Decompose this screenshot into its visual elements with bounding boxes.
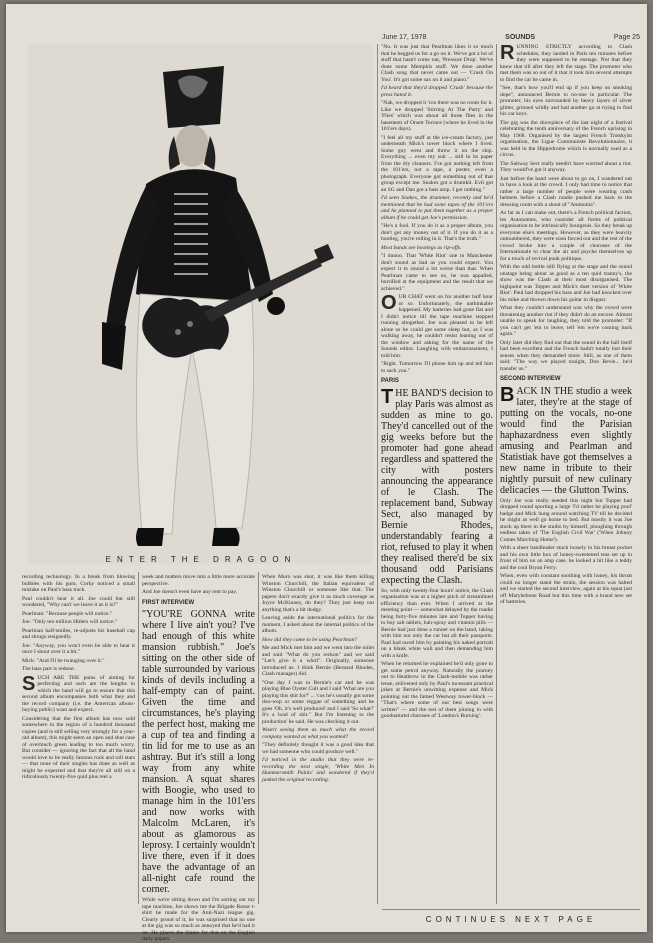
paragraph: Paul couldn't hear it all. Joe could but still wondered, "Why can't we leave it as it is?"	[22, 595, 135, 608]
question: Most bands see bootlegs as rip-offs.	[381, 244, 462, 251]
column-rule	[138, 572, 139, 904]
question: I'd heard that they'd dropped 'Crush' because the press hated it.	[381, 85, 493, 98]
article-column-2	[142, 574, 255, 942]
musician-figure	[28, 44, 373, 564]
paragraph: The gig was the showpiece of the last night of a festival celebrating the tenth anniversary of the French uprising in May 1968. Organised by the largest French Trotskyist organisation, the Ligue Communiste Revolutionnaire, it was held in the Hippodrome which is normally used as a circus.	[500, 119, 632, 158]
paragraph: While we're sitting down and I'm sorting out my tape machine, Joe shows me the Brigade Rosse t-shirt he made for the Anti-Nazi league gig. Clearly proud of it, he was surprised that no one at the gig was so much as annoyed that he'd had it on. He places the blame for that on the English daily papers.	[142, 897, 255, 942]
paragraph: recording technology. In a break from blowing bubbles with his gum, Corky noticed a small mistake on Paul's bass track.	[22, 574, 135, 593]
subhead-second-interview: SECOND INTERVIEW	[500, 376, 561, 382]
masthead-publication: SOUNDS	[505, 34, 536, 41]
paragraph: With a sheer bandleader stuck loosely in his breast pocket and his own little box of honey-sweetened teas set up in front of him on an amp case, he looked a bit like a teddy and the cool Bryan Ferry.	[500, 545, 632, 571]
column-rule	[377, 44, 378, 904]
question: I'd seen Snakes, the drummer, recently and he'd mentioned that he had some tapes of the 101'ers and he planned to put them together as a proper album if he could get Joe's permission.	[381, 195, 493, 221]
dropcap: B	[500, 383, 515, 406]
paragraph: So, with only twenty-four hours' notice, the Clash organisation was at a higher pitch of streamlined efficiency than ever. When I arrived at the meeting point — somewhat delayed by the roadie being forty-five minutes late and Topper having to buy salt tablets, hair-spray and vitamin pills — Bernie had just done a runner on the band, taking with him not only the car but all their passports. Paul had raced him by painting his naked portrait on a blank white wall and then demanding him with a knife.	[381, 587, 493, 659]
paragraph: Only Joe was really needed this night but Topper had dropped round sporting a large 'I'd rather be playing pool' badge and Mick hung around watching TV till he decided he might as well go home to bed. But mostly it was Joe stuck up there in the studio by himself, ploughing through endless takes of 'The English Civil War' ('When Johnny Comes Marching Home').	[500, 497, 632, 543]
dropcap-text: UCH ARE THE pains of aiming for perfecting and such are the lengths to which the band will go to ensure that this second album encompasses both what they and the record company (i.e. the American album-buying public) want and expect.	[22, 674, 135, 713]
paragraph: What they couldn't understand was why the crowd were threatening another riot if they didn't do an encore. Almost unable to speak for laughing, they told the promoter: "If you can't get 'em to leave, tell 'em we're coming back again."	[500, 305, 632, 337]
subhead-paris: PARIS	[381, 378, 399, 384]
dropcap-paragraph	[500, 44, 632, 83]
article-column-1	[22, 574, 135, 908]
paragraph: Considering that the first album has now sold somewhere in the region of a hundred thousand copies (and is still selling very strongly for a year-old album), this might seem an open and shut case of overmuch green leading to too much worry. But consider — ignoring the fact that all the band would love to be really famous rock and roll stars — that none of their singles has done as well as might be expected and that they're all still on a ridiculously twenty-five quid plus reel a	[22, 715, 135, 780]
question: I'd noticed in the studio that they were re-recording the next single, 'White Men In Hammersmith Palais' and wondered if they'd junked the original recording.	[262, 757, 374, 783]
dropcap-paragraph	[22, 672, 135, 714]
paragraph: As far as I can make out, there's a French political faction, les Autonomes, who consider all forms of political organisation to be intrinsically bourgeois. So they break up everyone else's meetings. However, as they were heavily outnumbered, they were soon forced out and the rest of the crowd broke into a couple of choruses of the Internationale to clear the air and psyche themselves up for a touch of revival punk politique.	[500, 210, 633, 262]
paragraph: "I dunno. That 'White Riot' one in Manchester don't sound as bad as you could expect. You expect it to sound a lot worse than that. When Pearlman came to see us, he was appalled, horrified at the equipment and the result that we achieved."	[381, 253, 493, 292]
paragraph: "They definitely thought it was a good idea that we had someone who could produce well."	[262, 742, 374, 755]
paragraph: "Nah, we dropped it 'cos there was no room for it. Like we dropped 'Stirring At The Party' and 'Flies' which was about all those flies in the basement of Orsett Terrace (where he lived in the 101'ers days).	[381, 100, 493, 132]
dropcap-text: UNNING STRICTLY according to Clash schedules, they landed in Paris ten minutes before they were supposed to be onstage. Not that they knew that till after they left the stage. The promoter who met them was so out of it that it took him several attempts to find the car he came in.	[500, 44, 632, 83]
paragraph: When Moro was shot, it was like them killing Winston Churchill, the Italian equivalent of Winston Churchill or someone like that. The papers don't exactly give it as much coverage as Joyce McKinney, do they? They just keep out anything that's a bit dodgy.	[262, 574, 374, 613]
paragraph: Joe: "Anyway, you won't even be able to hear it once I shout over it a bit."	[22, 642, 135, 655]
dropcap-paragraph	[381, 294, 493, 359]
paragraph: "Right. Tomorrow I'll phone him up and tell him to sack you."	[381, 361, 493, 374]
lede-paragraph: "YOU'RE GONNA write where I live ain't you? I've had enough of this white mansion rubbish." Joe's sitting on the other side of table surrounded by various kinds of devils including a half-empty can of paint. Given the time and circumstances, he's playing the perfect host, making me a cup of tea and finding a tin lid for me to use as an ashtray. But it's still a long way from any white mansion. A squat shares with Boogie, who used to manage him in the 101'ers and now works with Malcolm McLaren, it's about as glamorous as leprosy. I certainly wouldn't live there, even if it does have the advantage of an all-night cafe round the corner.	[142, 609, 255, 895]
question: Wasn't seeing them as much what the record company wanted as what you wanted?	[262, 727, 374, 740]
column-rule	[496, 44, 497, 904]
paragraph: Just before the band were about to go on, I wandered out to have a look at the crowd. I only had time to notice that rather a large number of people were wearing crash helmets before a Clash roadie pushed me back to the dressing room with a shout of "Ammonia".	[500, 175, 632, 208]
masthead	[382, 34, 640, 41]
paragraph: Only later did they find out that the sound in the hall itself had been excellent and the French hadn't totally lost their senses when they demanded more. Still, as one of them said: "The way we played tonight, Don Revie... he'd transfer us."	[500, 339, 632, 372]
paragraph: When, even with constant soothing with honey, his throat could no longer stand the strain, the session was halted and we started the second interview, again at his squat just off Maryhebone Road but this time with a brand new set of batteries.	[500, 573, 632, 605]
paragraph: Joe: "Only ten million Hitlers will notice."	[22, 619, 118, 625]
paragraph: When he returned he explained he'd only gone to get some petrol anyway. Naturally the journey out to Heathrow in the Clash-mobile was rather tense, enlivened only by Paul's incessant practical jokes at Bernie's unwitting expense and Mick pointing out the famed Westway tower-block — "That's where some of our best songs were written" — and the rest of them joining in with goodnatured choruses of 'London's Burning'.	[381, 661, 493, 719]
lede-text: HE BAND'S decision to play Paris was almost as sudden as mine to go. They'd cancelled out of the gig weeks before but the promoter had gone ahead regardless and spattered the city with posters announcing the appearance of le Clash. The replacement band, Subway Sect, also managed by Bernie Rhodes, understandably fearing a riot, refused to play it when they realised there'd be six thousand odd Parisians expecting the Clash.	[381, 387, 493, 586]
paragraph: The Subway Sect really needn't have worried about a riot. They would've got it anyway.	[500, 160, 632, 173]
paragraph: The bass part is redone.	[22, 666, 75, 672]
lede-text: ACK IN THE studio a week later, they're at the stage of putting on the vocals, no-one would find the Parisian haphazardness even slightly amusing and Pearlman and Statistiak have got themselves a new name in tribute to their nightly pursuit of new culinary delicacies — the Glutton Twins.	[500, 385, 632, 496]
article-column-5	[500, 44, 632, 910]
paragraph: Pearlman: "Because people will notice."	[22, 610, 113, 617]
paragraph: Leaving aside the international politics for the moment, I asked about the internal politics of the album.	[262, 615, 374, 634]
photo-credit: ENTER THE DRAGOON	[105, 555, 297, 564]
paragraph: week and matters move into a little more accurate perspective.	[142, 574, 255, 587]
article-column-4	[381, 44, 493, 910]
dropcap: O	[381, 292, 397, 314]
lede-paragraph	[381, 385, 493, 586]
paragraph: "I feel all my stuff at the ice-cream factory, just underneath Mick's tower block where I lived. Some guy went and threw it on the skip. Everything ... even my suit ... still in its paper from the dry cleaners. I've got nothing left from the 101'ers, not a tape, a poster, even a photograph. Everyone got something out of that group except me. Snakes got a drumkit. Evil got an SG and Dan got a bass amp. I got nothing."	[381, 134, 493, 193]
paragraph: Pearlman half-smiles, re-adjusts his baseball cap and shrugs resignedly.	[22, 627, 135, 640]
dropcap-text: UR CHAT went on for another half hour or so. Unfortunately, the unthinkable happened. My batteries had gone flat and I didn't notice till the tape machine stopped running altogether. Joe was pleased to be left alone so he could get some sleep but, as I was walking away, he couldn't resist leaning out of the window and asking for the name of the Sounds editor. Laughing with embarrassment, I told him.	[381, 294, 493, 359]
paragraph: "He's a fool. If you do it as a proper album, you don't get any money out of it. If you do it as a bootleg, you're rolling in it. That's the truth."	[381, 223, 493, 242]
lede-paragraph	[500, 383, 632, 496]
subhead-first-interview: FIRST INTERVIEW	[142, 599, 195, 606]
dropcap: R	[500, 42, 515, 64]
photo	[28, 44, 373, 564]
masthead-date: June 17, 1978	[382, 34, 427, 41]
paragraph: Mick: "And I'll be twanging over it."	[22, 657, 105, 664]
paragraph: And Joe doesn't even have any rent to pay.	[142, 589, 238, 595]
paragraph: "See, that's how you'll end up if you keep on smoking dope", announced Bernie to no-one in particular. The promoter, his eyes surrounded by heavy layers of silver glitter, grinned wildly and had another go at trying to find his car keys.	[500, 85, 632, 117]
paragraph: "One day I was in Bernie's car and he was playing Blue Oyster Cult and I said 'What are you playing this shit for?' ... 'cos he's usually got some doo-wop or some reggae of something and he goes 'Oh, it's well produced' and I said 'So what?' It's a load of shit." But I'm listening to the production' he said. He was checking it out.	[262, 679, 374, 725]
paragraph: Me and Mick met him and we went into the toilet and said "What do you reckon" and we said "Let's give it a whirl". Originally, someone introduced us. I think Bernie (Bernard Rhodes, Clash manager) did.	[262, 645, 374, 677]
question: How did they come to be using Pearlman?	[262, 636, 358, 643]
column-rule	[258, 572, 259, 904]
paragraph: With the odd bottle still flying at the stage and the sound onstage being about as good as a ten quid tranny's, the show was the Clash at their most disorganised. The highpoint was Topper and Mick's duet version of 'White Riot'. Paul had dropped his bass and Joe had knocked over his mike and thrown down his guitar in disgust.	[500, 264, 632, 303]
dropcap: T	[381, 385, 394, 408]
paragraph: "No. It was just that Pearlman likes it so much that he begged us for a go on it. We've got a lot of stuff that hasn't come out, 'Pressure Drop'. We've done some Memphis stuff. We done another Clash song that never came out — 'Crush On You'. It's got some sax on it and piano."	[381, 44, 493, 83]
dropcap: S	[22, 672, 36, 695]
masthead-page: Page 25	[613, 34, 640, 41]
continues-next-page: CONTINUES NEXT PAGE	[425, 915, 597, 924]
article-column-3	[262, 574, 374, 908]
